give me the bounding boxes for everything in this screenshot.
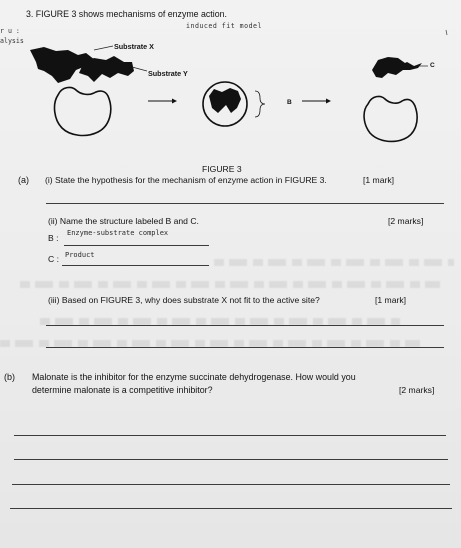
part-a-label: (a) <box>18 175 29 185</box>
answer-b-prefix: B : <box>48 233 59 243</box>
answer-line-b-4[interactable] <box>10 508 452 509</box>
answer-line-b-2[interactable] <box>14 459 448 460</box>
answer-line-a-iii-1[interactable] <box>46 325 444 326</box>
answer-b-handwriting: Enzyme-substrate complex <box>67 229 169 237</box>
question-a-ii-marks: [2 marks] <box>388 216 424 226</box>
label-substrate-x: Substrate X <box>114 42 154 51</box>
figure-caption: FIGURE 3 <box>202 164 242 174</box>
bleed-through-text <box>20 281 440 288</box>
question-a-ii: (ii) Name the structure labeled B and C. <box>48 216 199 226</box>
question-a-i: (i) State the hypothesis for the mechanism of enzyme action in FIGURE 3. <box>45 175 327 185</box>
handwritten-model-note: induced fit model <box>186 22 262 30</box>
answer-line-b-1[interactable] <box>14 435 446 436</box>
bleed-through-text <box>40 318 400 325</box>
margin-handwriting-1: r u : <box>0 27 20 35</box>
question-a-i-marks: [1 mark] <box>363 175 395 185</box>
question-a-iii: (iii) Based on FIGURE 3, why does substrate X not fit to the active site? <box>48 295 320 305</box>
question-title: 3. FIGURE 3 shows mechanisms of enzyme action. <box>26 9 227 19</box>
part-b-label: (b) <box>4 372 15 382</box>
answer-line-a-iii-2[interactable] <box>46 347 444 348</box>
label-b: B <box>287 99 292 106</box>
question-b-marks: [2 marks] <box>399 385 435 395</box>
answer-c-handwriting: Product <box>65 251 95 259</box>
question-b-line-1: Malonate is the inhibitor for the enzyme succinate dehydrogenase. How would you <box>32 372 356 382</box>
label-substrate-y: Substrate Y <box>148 69 188 78</box>
question-a-iii-marks: [1 mark] <box>375 295 407 305</box>
released-enzyme-shape <box>364 96 417 141</box>
answer-c-prefix: C : <box>48 254 59 264</box>
question-b-line-2: determine malonate is a competitive inhibitor? <box>32 385 213 395</box>
bleed-through-text <box>0 340 420 347</box>
enzyme-shape <box>55 87 111 135</box>
bound-substrate <box>209 88 241 113</box>
product-shape <box>372 57 405 78</box>
answer-line-a-i[interactable] <box>46 203 444 204</box>
answer-line-b[interactable] <box>64 245 209 246</box>
bleed-through-text <box>214 259 454 266</box>
label-c: C <box>430 62 435 69</box>
answer-line-b-3[interactable] <box>12 484 450 485</box>
answer-line-c[interactable] <box>62 265 209 266</box>
margin-handwriting-2: alysis <box>0 37 24 45</box>
